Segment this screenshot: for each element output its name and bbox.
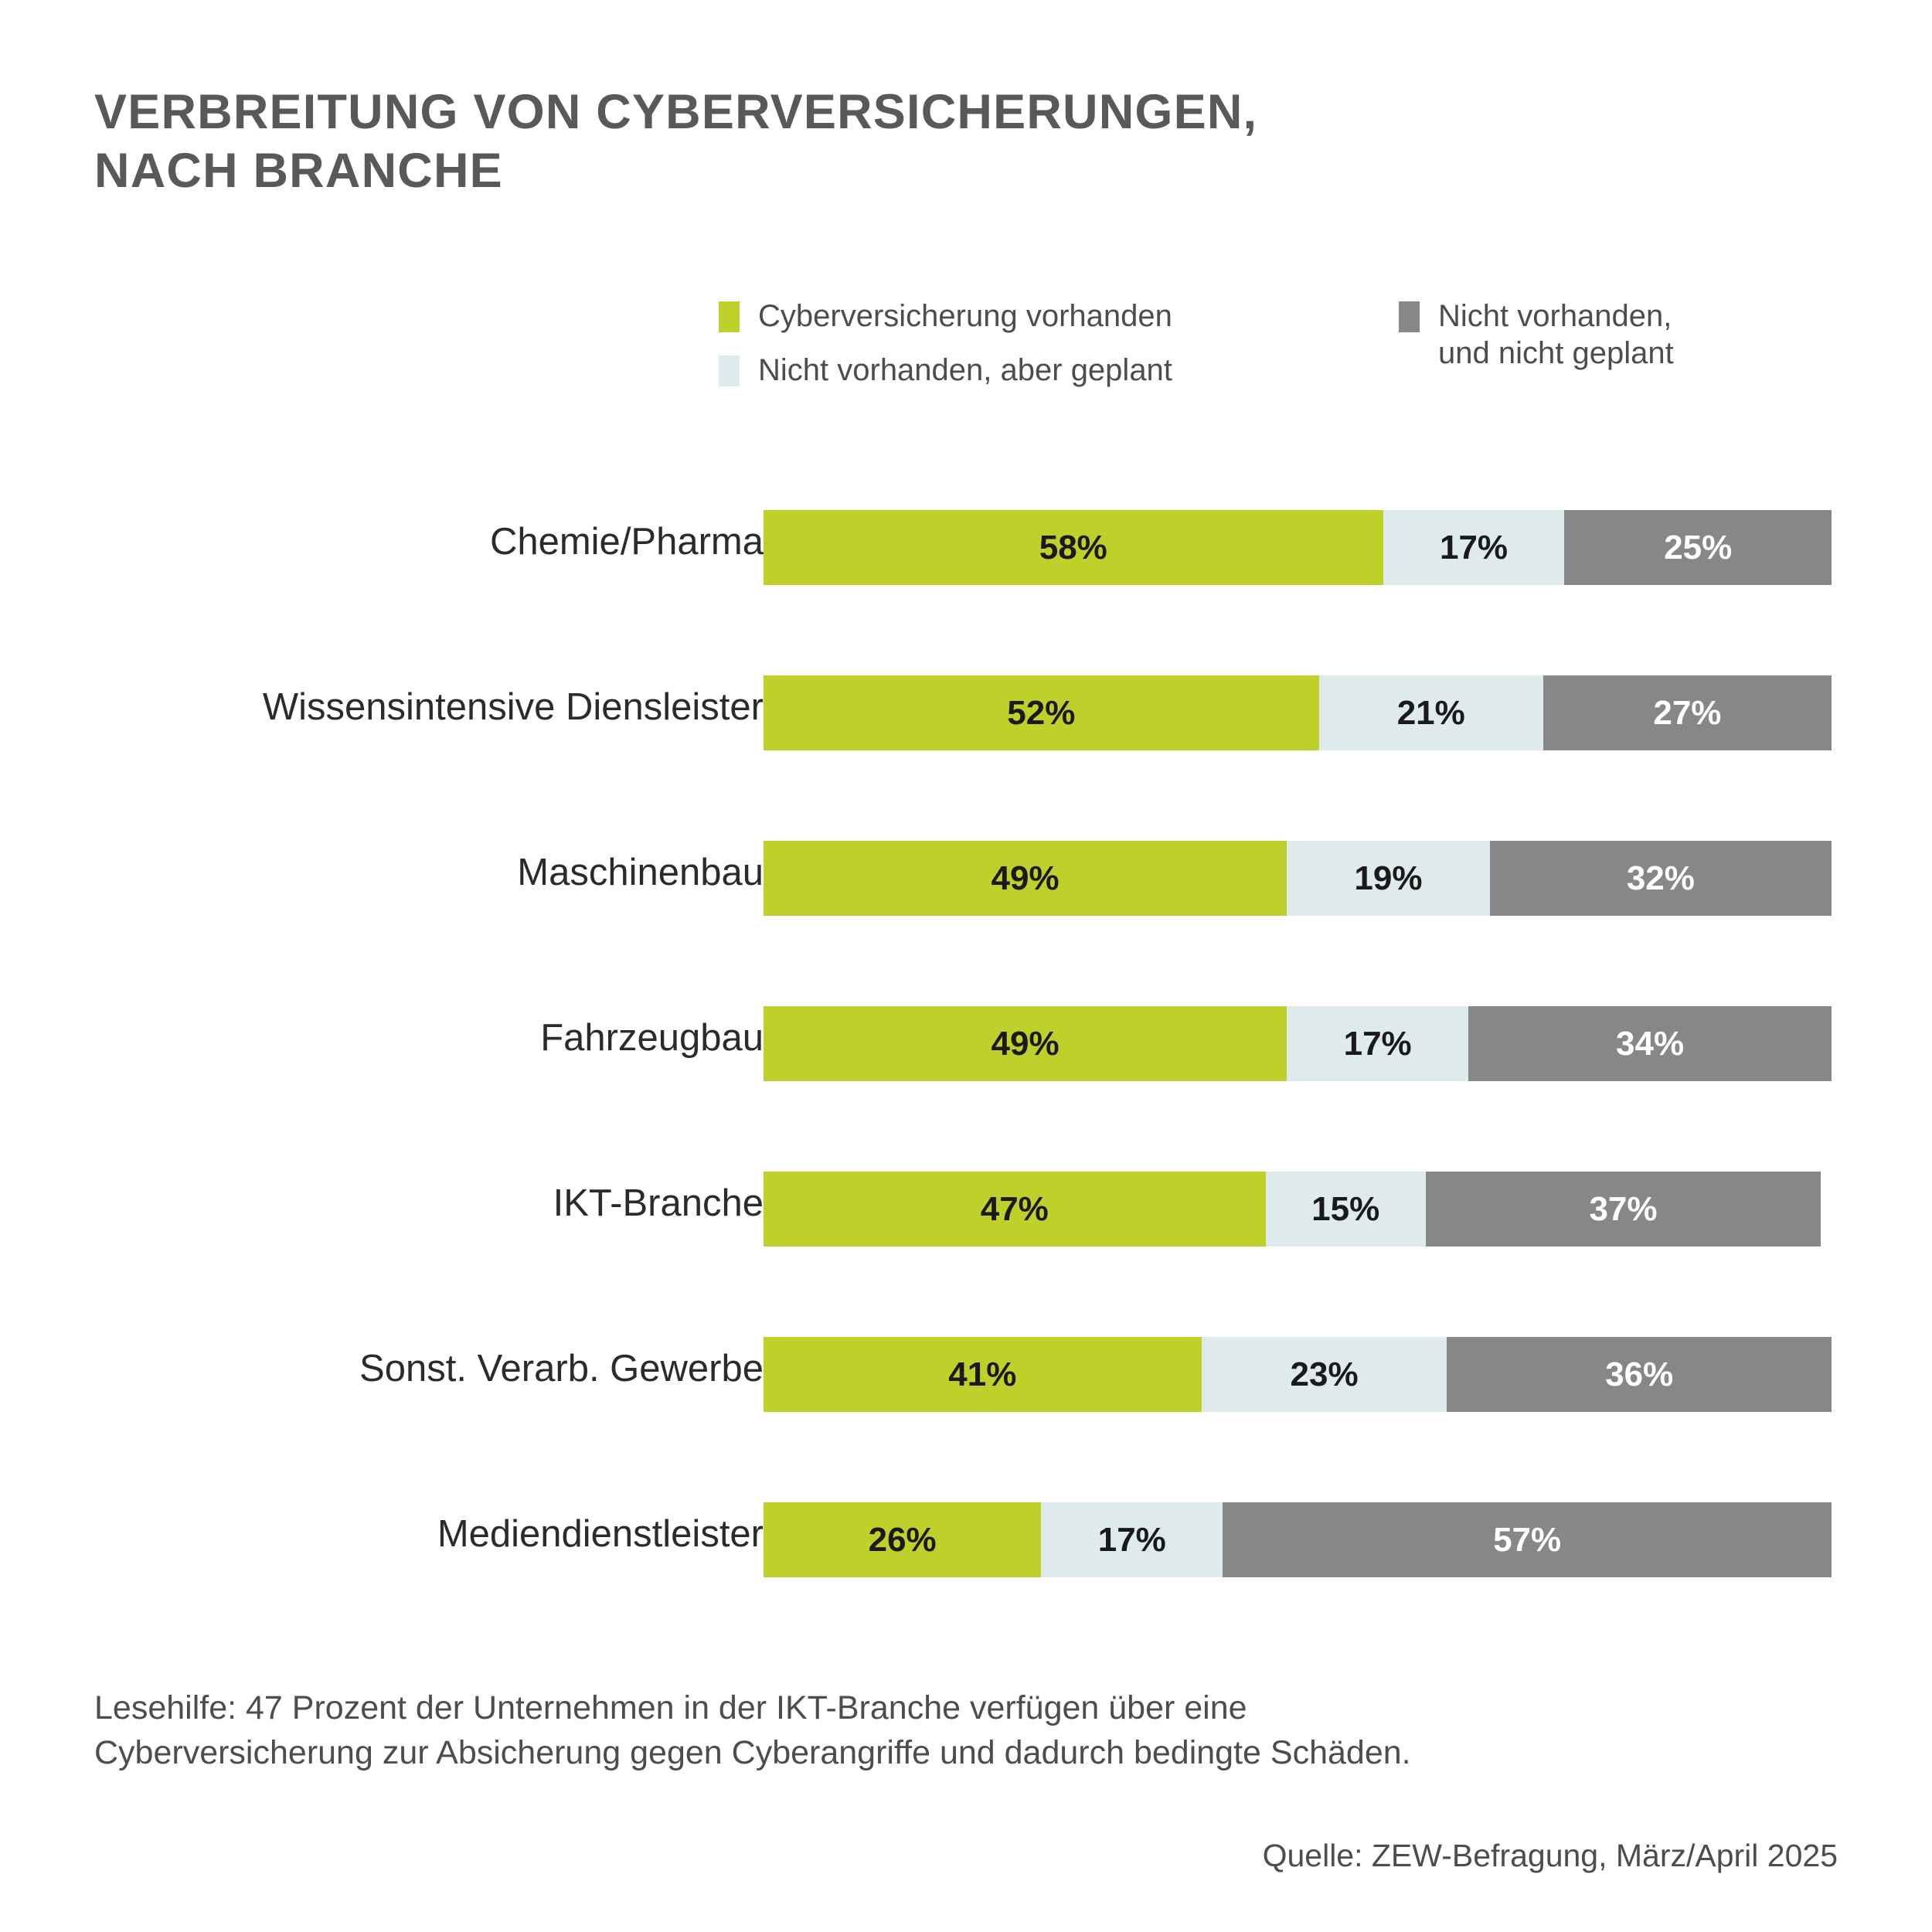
bar-segment-value: 27%	[1653, 693, 1722, 732]
bar-segment-value: 49%	[991, 859, 1060, 897]
bar-segment-value: 41%	[948, 1355, 1017, 1393]
bar-segment-geplant	[1287, 841, 1490, 916]
bar-segment-value: 19%	[1354, 859, 1423, 897]
page-title-line2: NACH BRANCHE	[94, 143, 503, 198]
bar-segment-value: 57%	[1493, 1520, 1562, 1559]
source-note: Quelle: ZEW-Befragung, März/April 2025	[1262, 1838, 1838, 1873]
chart-row-label: IKT-Branche	[553, 1182, 764, 1224]
bar-segment-nicht-geplant	[1223, 1502, 1832, 1577]
bar-segment-nicht-geplant	[1543, 675, 1832, 750]
legend-swatch-light-icon	[719, 355, 740, 386]
bar-track	[764, 1006, 1832, 1081]
bar-segment-value: 23%	[1290, 1355, 1359, 1393]
bar-segment-geplant	[1319, 675, 1543, 750]
chart-row	[0, 995, 1932, 1160]
bar-segment-value: 17%	[1439, 528, 1509, 566]
bar-track	[764, 675, 1832, 750]
chart-row	[0, 498, 1932, 664]
chart-row-label: Chemie/Pharma	[489, 521, 764, 563]
bar-segment-vorhanden	[764, 1502, 1041, 1577]
chart-row	[0, 1491, 1932, 1656]
legend-swatch-gray-icon	[1399, 301, 1420, 332]
page-title	[94, 83, 1640, 200]
legend-column-right	[1399, 298, 1832, 389]
bar-segment-vorhanden	[764, 510, 1383, 585]
bar-segment-nicht-geplant	[1426, 1172, 1821, 1247]
stacked-bar-chart	[0, 498, 1932, 1656]
chart-row	[0, 829, 1932, 995]
bar-track	[764, 1172, 1832, 1247]
chart-row-label: Wissensintensive Diensleister	[262, 686, 764, 728]
bar-segment-geplant	[1383, 510, 1565, 585]
legend-label-nicht-geplant-line1: Nicht vorhanden,	[1438, 299, 1672, 333]
bar-segment-value: 15%	[1311, 1189, 1380, 1228]
bar-segment-value: 34%	[1616, 1024, 1685, 1063]
bar-segment-vorhanden	[764, 1006, 1287, 1081]
bar-segment-value: 25%	[1664, 528, 1733, 566]
bar-track	[764, 1502, 1832, 1577]
bar-segment-value: 32%	[1626, 859, 1695, 897]
bar-track	[764, 510, 1832, 585]
bar-segment-value: 17%	[1343, 1024, 1412, 1063]
bar-segment-vorhanden	[764, 841, 1287, 916]
bar-segment-nicht-geplant	[1468, 1006, 1832, 1081]
chart-row	[0, 1325, 1932, 1491]
page-title-line1: VERBREITUNG VON CYBERVERSICHERUNGEN,	[94, 85, 1258, 139]
legend-label-vorhanden: Cyberversicherung vorhanden	[758, 299, 1172, 333]
bar-segment-value: 49%	[991, 1024, 1060, 1063]
bar-segment-geplant	[1041, 1502, 1223, 1577]
bar-segment-geplant	[1287, 1006, 1468, 1081]
legend-item-vorhanden	[719, 298, 1360, 335]
legend-column-left	[719, 298, 1360, 406]
bar-segment-value: 37%	[1589, 1189, 1658, 1228]
bar-segment-value: 52%	[1007, 693, 1076, 732]
bar-track	[764, 1337, 1832, 1412]
bar-segment-value: 36%	[1605, 1355, 1674, 1393]
chart-row-label: Mediendienstleister	[437, 1513, 764, 1555]
legend-label-nicht-geplant-line2: und nicht geplant	[1438, 336, 1674, 370]
bar-segment-geplant	[1202, 1337, 1447, 1412]
bar-segment-value: 58%	[1039, 528, 1107, 566]
read-help-line1: Lesehilfe: 47 Prozent der Unternehmen in der IKT-Branche verfügen über eine	[94, 1689, 1247, 1726]
bar-track	[764, 841, 1832, 916]
legend-item-nicht-geplant	[1399, 298, 1832, 372]
bar-segment-vorhanden	[764, 675, 1319, 750]
legend-swatch-green-icon	[719, 301, 740, 332]
chart-row-label: Sonst. Verarb. Gewerbe	[359, 1348, 764, 1389]
chart-row	[0, 1160, 1932, 1325]
bar-segment-vorhanden	[764, 1172, 1266, 1247]
read-help-note	[94, 1686, 1849, 1775]
bar-segment-nicht-geplant	[1490, 841, 1832, 916]
chart-row-label: Maschinenbau	[517, 852, 764, 893]
bar-segment-vorhanden	[764, 1337, 1202, 1412]
bar-segment-value: 26%	[868, 1520, 937, 1559]
read-help-line2: Cyberversicherung zur Absicherung gegen Cyberangriffe und dadurch bedingte Schäden.	[94, 1733, 1411, 1771]
bar-segment-value: 21%	[1396, 693, 1465, 732]
bar-segment-value: 17%	[1097, 1520, 1166, 1559]
legend-label-geplant: Nicht vorhanden, aber geplant	[758, 353, 1172, 387]
legend-label-nicht-geplant	[1438, 298, 1674, 372]
bar-segment-geplant	[1266, 1172, 1426, 1247]
chart-row	[0, 664, 1932, 829]
chart-row-label: Fahrzeugbau	[540, 1017, 764, 1059]
bar-segment-nicht-geplant	[1447, 1337, 1832, 1412]
bar-segment-value: 47%	[980, 1189, 1049, 1228]
bar-segment-nicht-geplant	[1564, 510, 1832, 585]
legend-item-geplant	[719, 352, 1360, 389]
